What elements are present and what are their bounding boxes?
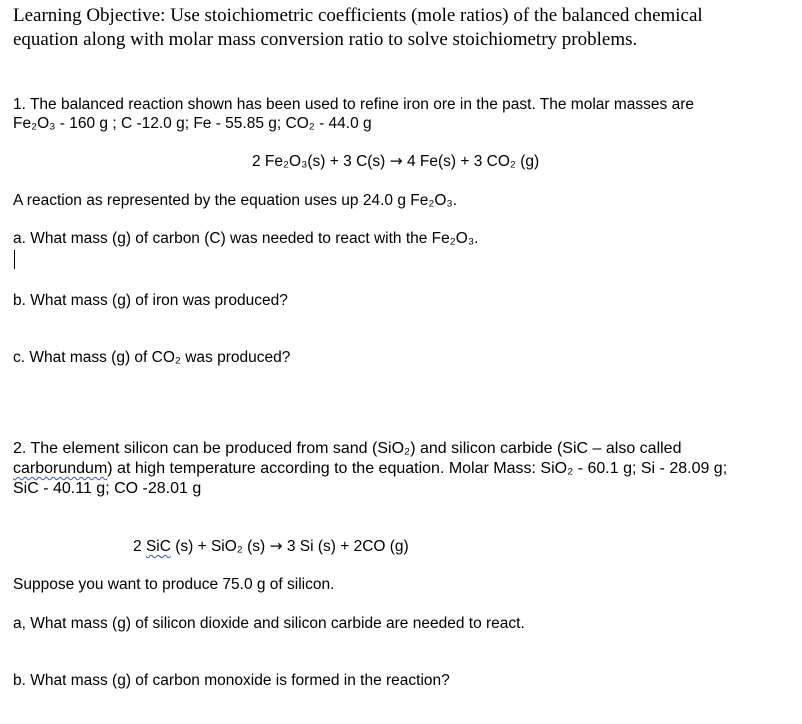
problem2-question-b: b. What mass (g) of carbon monoxide is formed in the reaction? [13,672,450,689]
problem2-intro-line3: SiC - 40.11 g; CO -28.01 g [13,480,202,497]
problem2-question-a: a, What mass (g) of silicon dioxide and silicon carbide are needed to react. [13,615,525,632]
problem1-intro: 1. The balanced reaction shown has been used to refine iron ore in the past. The molar masses are [13,96,694,113]
learning-objective-line2: equation along with molar mass conversion ratio to solve stoichiometry problems. [13,29,638,50]
problem2-intro-line2: carborundum) at high temperature according to the equation. Molar Mass: SiO₂ - 60.1 g; Si - 28.09 g; [13,460,728,477]
problem2-intro-line1: 2. The element silicon can be produced from sand (SiO₂) and silicon carbide (SiC – also called [13,440,682,457]
problem1-statement: A reaction as represented by the equation uses up 24.0 g Fe₂O₃. [13,192,458,209]
equation2-reactants: (s) + SiO₂ (s) [170,538,270,555]
problem1-question-a: a. What mass (g) of carbon (C) was needed to react with the Fe₂O₃. [13,230,479,247]
equation1-products: 4 Fe(s) + 3 CO₂ (g) [402,153,540,170]
problem1-question-c: c. What mass (g) of CO₂ was produced? [13,349,291,366]
learning-objective-line1: Learning Objective: Use stoichiometric coefficients (mole ratios) of the balanced chemical [13,5,703,26]
spellcheck-word: carborundum [13,460,108,477]
problem1-question-b: b. What mass (g) of iron was produced? [13,292,288,309]
problem1-equation [252,152,539,171]
equation2-products: 3 Si (s) + 2CO (g) [282,538,409,555]
problem2-statement: Suppose you want to produce 75.0 g of silicon. [13,576,335,593]
problem1-molar-masses: Fe₂O₃ - 160 g ; C -12.0 g; Fe - 55.85 g; CO₂ - 44.0 g [13,115,372,132]
problem2-equation: 2 SiC (s) + SiO₂ (s) → 3 Si (s) + 2CO (g) [133,537,409,555]
equation1-reactants: 2 Fe₂O₃(s) + 3 C(s) [252,153,390,170]
text-cursor [14,250,15,269]
reaction-arrow: → [389,152,403,170]
reaction-arrow: → [269,537,283,555]
spellcheck-sic: SiC [145,538,171,555]
